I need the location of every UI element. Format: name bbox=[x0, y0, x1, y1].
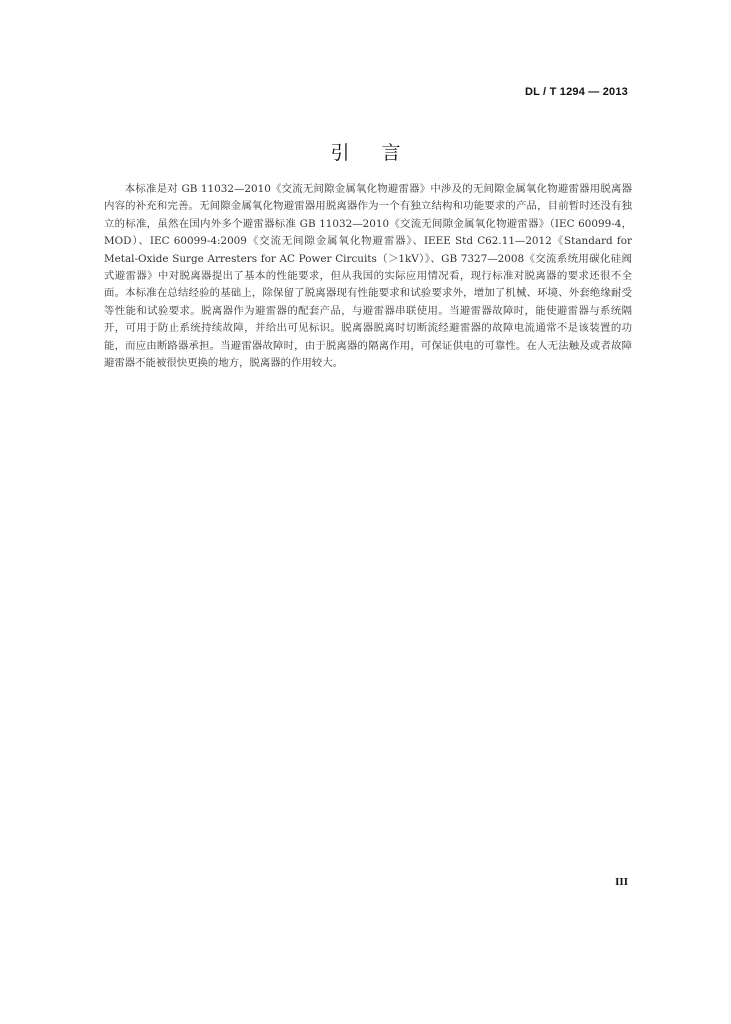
page-title: 引言 bbox=[330, 142, 433, 164]
standard-code-header: DL / T 1294 — 2013 bbox=[524, 86, 628, 98]
page-number: III bbox=[615, 876, 628, 888]
body-paragraph: 本标准是对 GB 11032—2010《交流无间隙金属氧化物避雷器》中涉及的无间隙金属氧化物避雷器用脱离器内容的补充和完善。无间隙金属氧化物避雷器用脱离器作为一个有独立结构和功能要求的产品，目前暂时还没有独立的标准，虽然在国内外多个避雷器标准 GB 11032—2010《交流无间隙金属氧化物避雷器》（IEC 60099-4，MOD）、IEC 60099-4:2009《交流无间隙金属氧化物避雷器》、IEEE Std C62.11—2012《Standard for Metal-Oxide Surge Arresters for AC Power Circuits（＞1kV）》、GB 7327—2008《交流系统用碳化硅阀式避雷器》中对脱离器提出了基本的性能要求，但从我国的实际应用情况看，现行标准对脱离器的要求还很不全面。本标准在总结经验的基础上，除保留了脱离器现有性能要求和试验要求外，增加了机械、环境、外套绝缘耐受等性能和试验要求。脱离器作为避雷器的配套产品，与避雷器串联使用。当避雷器故障时，能使避雷器与系统隔开，可用于防止系统持续故障，并给出可见标识。脱离器脱离时切断流经避雷器的故障电流通常不是该装置的功能，而应由断路器承担。当避雷器故障时，由于脱离器的隔离作用，可保证供电的可靠性。在人无法触及或者故障避雷器不能被很快更换的地方，脱离器的作用较大。 bbox=[104, 183, 632, 370]
body-text bbox=[104, 181, 632, 372]
